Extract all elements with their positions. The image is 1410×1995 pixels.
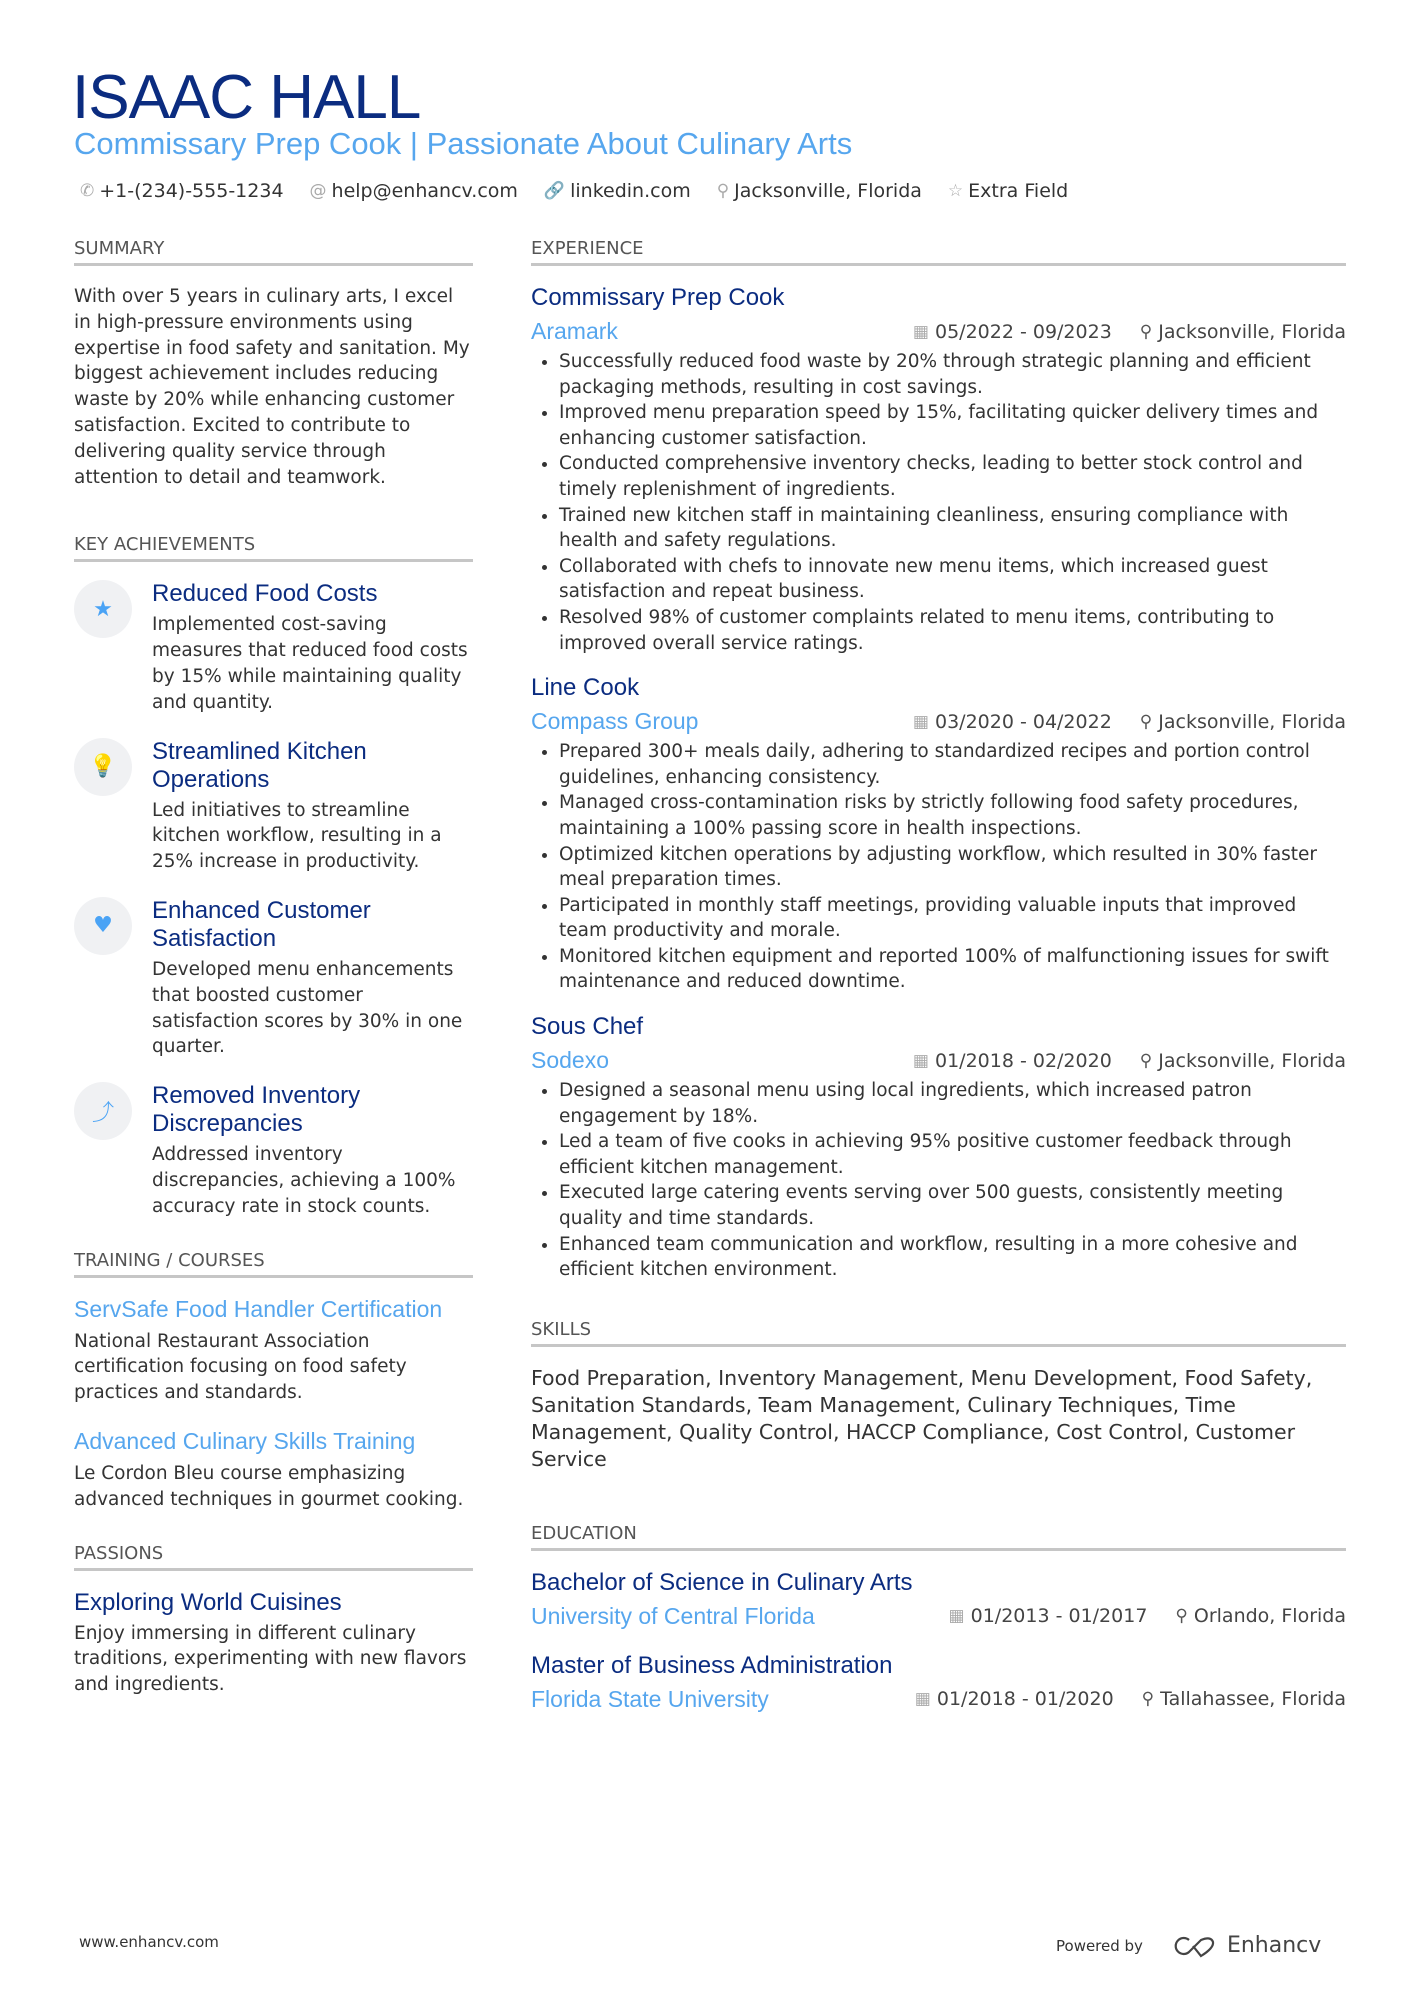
- calendar-icon: ▦: [914, 1689, 931, 1710]
- achievement-title: Enhanced Customer Satisfaction: [152, 896, 371, 952]
- date-text: 01/2013 - 01/2017: [970, 1605, 1148, 1628]
- achievement-body: [152, 580, 473, 715]
- location: [1175, 1605, 1346, 1627]
- section-title-achievements: KEY ACHIEVEMENTS: [74, 534, 473, 562]
- job-bullet: • Designed a seasonal menu using local ingredients, which increased patron engagement by 18%.: [559, 1078, 1346, 1129]
- meta-row: [531, 1047, 1346, 1074]
- section-title-passions: PASSIONS: [74, 1543, 473, 1571]
- right-column: [531, 238, 1346, 1735]
- company-name: Sodexo: [531, 1047, 610, 1074]
- date-range: [913, 1050, 1112, 1072]
- enhancv-logo-icon: [1171, 1934, 1217, 1958]
- location-icon: ⚲: [716, 181, 730, 201]
- contact-text: +1-(234)-555-1234: [99, 180, 284, 202]
- location-pin-icon: ⚲: [1139, 711, 1153, 732]
- location-text: Jacksonville, Florida: [1158, 320, 1346, 343]
- company-name: Aramark: [531, 318, 618, 344]
- date-location: [915, 1688, 1346, 1710]
- achievement-title: Streamlined Kitchen Operations: [152, 737, 367, 793]
- contact-item[interactable]: [948, 180, 1068, 202]
- course-text: Le Cordon Bleu course emphasizing advanced techniques in gourmet cooking.: [74, 1462, 464, 1510]
- job-bullet: • Optimized kitchen operations by adjusting workflow, which resulted in 30% faster meal preparation times.: [559, 842, 1346, 893]
- calendar-icon: ▦: [948, 1606, 965, 1627]
- date-range: [913, 711, 1112, 733]
- footer-branding: [1056, 1933, 1321, 1958]
- course-text: National Restaurant Association certification focusing on food safety practices and standards.: [74, 1330, 407, 1404]
- job-title: Commissary Prep Cook: [531, 284, 785, 311]
- date-range: [949, 1605, 1148, 1627]
- job-bullet: • Conducted comprehensive inventory checks, leading to better stock control and timely replenishment of ingredients.: [559, 451, 1346, 502]
- job-entry: [531, 284, 1346, 656]
- calendar-icon: ▦: [912, 711, 929, 732]
- degree-title: Master of Business Administration: [531, 1651, 893, 1679]
- achievement-title: Reduced Food Costs: [152, 580, 378, 608]
- achievement-body: [152, 897, 473, 1060]
- date-location: [913, 1050, 1346, 1072]
- contact-text: Extra Field: [968, 180, 1069, 202]
- location-pin-icon: ⚲: [1175, 1606, 1188, 1627]
- date-text: 01/2018 - 02/2020: [934, 1049, 1112, 1072]
- job-title: Sous Chef: [531, 1013, 644, 1041]
- achievement-text: Led initiatives to streamline kitchen workflow, resulting in a 25% increase in productivity.: [152, 799, 442, 873]
- education-entry: [531, 1652, 1346, 1713]
- date-text: 01/2018 - 01/2020: [936, 1688, 1114, 1711]
- achievements-list: [74, 580, 473, 1219]
- contact-text: linkedin.com: [570, 180, 691, 202]
- location-text: Jacksonville, Florida: [1158, 710, 1346, 733]
- job-bullet: • Resolved 98% of customer complaints related to menu items, contributing to improved overall service ratings.: [559, 605, 1346, 656]
- education-list: [531, 1569, 1346, 1713]
- job-bullet: • Led a team of five cooks in achieving 95% positive customer feedback through efficient kitchen management.: [559, 1129, 1346, 1180]
- left-column: [74, 238, 473, 1698]
- calendar-icon: ▦: [912, 321, 929, 342]
- calendar-icon: ▦: [912, 1050, 929, 1071]
- job-entry: [531, 1013, 1346, 1283]
- contact-item[interactable]: [80, 180, 284, 202]
- candidate-name: ISAAC HALL: [72, 63, 421, 132]
- location-pin-icon: ⚲: [1141, 1689, 1155, 1710]
- contact-item[interactable]: [544, 180, 691, 202]
- contact-text: Jacksonville, Florida: [734, 180, 922, 202]
- meta-row: [531, 708, 1346, 735]
- enhancv-logo: [1171, 1933, 1321, 1958]
- lightbulb-icon: 💡: [74, 738, 132, 796]
- contact-list: [80, 180, 1068, 202]
- date-location: [913, 321, 1346, 343]
- skills-text: Food Preparation, Inventory Management, Menu Development, Food Safety, Sanitation Standards, Team Management, Culinary Techniques, Time Management, Quality Control, HACCP Compliance, Cost Control, Customer Service: [531, 1365, 1313, 1471]
- date-text: 05/2022 - 09/2023: [934, 320, 1112, 343]
- section-title-training: TRAINING / COURSES: [74, 1250, 473, 1278]
- candidate-subtitle: Commissary Prep Cook | Passionate About Culinary Arts: [74, 126, 853, 161]
- course-title: ServSafe Food Handler Certification: [74, 1295, 443, 1322]
- achievement-text: Developed menu enhancements that boosted customer satisfaction scores by 30% in one quarter.: [152, 958, 463, 1058]
- company-name: Compass Group: [531, 708, 699, 735]
- achievement-item: [74, 1082, 473, 1219]
- achievement-item: [74, 897, 473, 1060]
- achievement-text: Addressed inventory discrepancies, achieving a 100% accuracy rate in stock counts.: [152, 1144, 456, 1217]
- powered-by-text: Powered by: [1056, 1936, 1143, 1955]
- job-bullets: [531, 349, 1346, 656]
- location-pin-icon: ⚲: [1139, 1050, 1153, 1071]
- section-title-summary: SUMMARY: [74, 238, 473, 266]
- achievement-item: [74, 738, 473, 875]
- achievement-body: [152, 738, 473, 875]
- location-text: Jacksonville, Florida: [1158, 1049, 1346, 1072]
- star-icon: ☆: [947, 181, 964, 201]
- footer-website[interactable]: www.enhancv.com: [79, 1933, 219, 1951]
- contact-item[interactable]: [717, 180, 922, 202]
- job-bullet: • Improved menu preparation speed by 15%, facilitating quicker delivery times and enhancing customer satisfaction.: [559, 400, 1346, 451]
- job-bullet: • Collaborated with chefs to innovate new menu items, which increased guest satisfaction and repeat business.: [559, 554, 1346, 605]
- passion-text: Enjoy immersing in different culinary traditions, experimenting with new flavors and ingredients.: [74, 1622, 467, 1696]
- meta-row: [531, 1686, 1346, 1713]
- location-text: Orlando, Florida: [1193, 1605, 1346, 1628]
- date-text: 03/2020 - 04/2022: [934, 710, 1112, 733]
- job-bullet: • Successfully reduced food waste by 20% through strategic planning and efficient packaging methods, resulting in cost savings.: [559, 349, 1346, 400]
- experience-list: [531, 284, 1346, 1283]
- job-bullet: • Executed large catering events serving over 500 guests, consistently meeting quality and time standards.: [559, 1180, 1346, 1231]
- location-text: Tallahassee, Florida: [1160, 1688, 1346, 1711]
- summary-text: With over 5 years in culinary arts, I excel in high-pressure environments using expertise in food safety and sanitation. My biggest achievement includes reducing waste by 20% while enhancing customer satisfaction. Excited to contribute to delivering quality service through attention to detail and teamwork.: [74, 286, 470, 488]
- training-list: [74, 1296, 473, 1513]
- contact-item[interactable]: [310, 180, 518, 202]
- at-icon: @: [309, 181, 327, 201]
- school-name: Florida State University: [531, 1685, 769, 1712]
- phone-icon: ✆: [80, 181, 95, 201]
- achievement-body: [152, 1082, 473, 1219]
- meta-row: [531, 1603, 1346, 1630]
- job-bullet: • Trained new kitchen staff in maintaining cleanliness, ensuring compliance with health and safety regulations.: [559, 503, 1346, 554]
- enhancv-brand-text: Enhancv: [1226, 1933, 1322, 1958]
- section-title-skills: SKILLS: [531, 1319, 1346, 1347]
- job-bullet: • Monitored kitchen equipment and reported 100% of malfunctioning issues for swift maintenance and reduced downtime.: [559, 944, 1346, 995]
- location: [1140, 321, 1346, 343]
- job-bullets: [531, 739, 1346, 995]
- job-bullet: • Participated in monthly staff meetings, providing valuable inputs that improved team productivity and morale.: [559, 893, 1346, 944]
- contact-text: help@enhancv.com: [331, 180, 518, 202]
- job-bullet: • Enhanced team communication and workflow, resulting in a more cohesive and efficient kitchen environment.: [559, 1232, 1346, 1283]
- job-bullet: • Prepared 300+ meals daily, adhering to standardized recipes and portion control guidelines, enhancing consistency.: [559, 739, 1346, 790]
- section-title-experience: EXPERIENCE: [531, 238, 1346, 266]
- link-icon: 🔗: [543, 181, 566, 201]
- section-title-education: EDUCATION: [531, 1523, 1346, 1551]
- location: [1140, 1050, 1346, 1072]
- star-icon: ★: [74, 580, 132, 638]
- achievement-item: [74, 580, 473, 715]
- location-pin-icon: ⚲: [1139, 321, 1153, 342]
- passions-list: [74, 1589, 473, 1698]
- passion-title: Exploring World Cuisines: [74, 1588, 342, 1616]
- job-entry: [531, 674, 1346, 995]
- location: [1142, 1688, 1346, 1710]
- achievement-text: Implemented cost-saving measures that reduced food costs by 15% while maintaining quality and quantity.: [152, 614, 468, 713]
- date-range: [913, 321, 1112, 343]
- school-name: University of Central Florida: [531, 1602, 815, 1629]
- education-entry: [531, 1569, 1346, 1630]
- job-title: Line Cook: [531, 674, 640, 702]
- job-bullet: • Managed cross-contamination risks by strictly following food safety procedures, maintaining a 100% passing score in health inspections.: [559, 790, 1346, 841]
- achievement-title: Removed Inventory Discrepancies: [152, 1082, 361, 1138]
- meta-row: [531, 318, 1346, 345]
- heart-icon: ♥: [74, 897, 132, 955]
- degree-title: Bachelor of Science in Culinary Arts: [531, 1568, 913, 1596]
- date-location: [913, 711, 1346, 733]
- location: [1140, 711, 1346, 733]
- date-location: [949, 1605, 1346, 1627]
- course-title: Advanced Culinary Skills Training: [74, 1427, 416, 1454]
- route-icon: ⤴: [74, 1082, 132, 1140]
- job-bullets: [531, 1078, 1346, 1283]
- date-range: [915, 1688, 1114, 1710]
